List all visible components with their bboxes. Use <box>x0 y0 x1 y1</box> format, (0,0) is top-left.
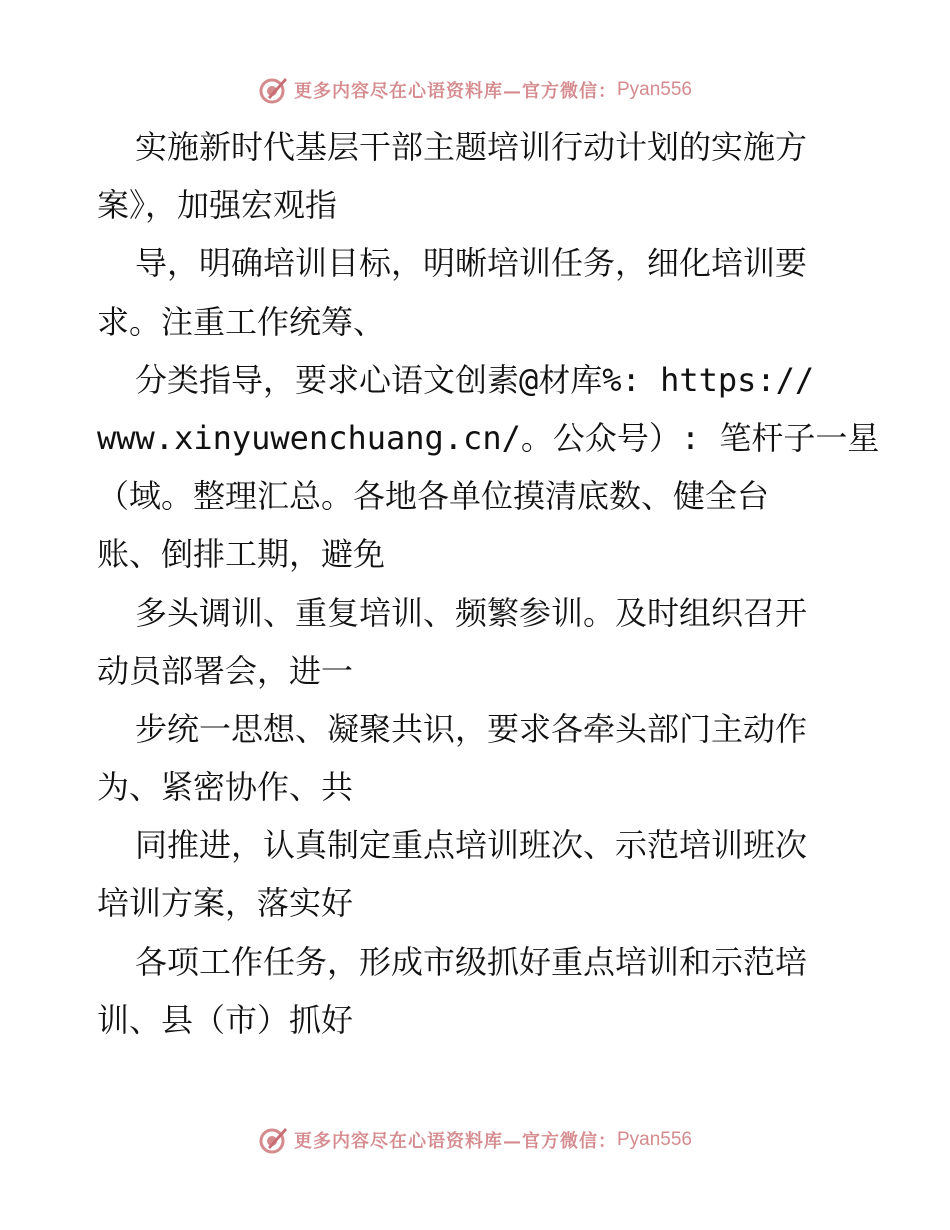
header-wechat-id: Pyan556 <box>616 79 692 100</box>
text-line: 步统一思想、凝聚共识，要求各牵头部门主动作 <box>135 709 808 748</box>
text-line: 分类指导，要求心语文创素@材库%: https:// <box>135 360 815 399</box>
text-line: 导，明确培训目标，明晰培训任务，细化培训要 <box>135 244 808 283</box>
footer-banner-text: 更多内容尽在心语资料库—官方微信： <box>293 1131 617 1152</box>
text-line: 同推进，认真制定重点培训班次、示范培训班次 <box>135 826 808 865</box>
text-line: 为、紧密协作、共 <box>97 768 354 807</box>
body-text <box>97 118 880 1049</box>
text-line: www.xinyuwenchuang.cn/。公众号）: 笔杆子一星 <box>97 418 880 457</box>
text-line: 账、倒排工期，避免 <box>97 535 386 574</box>
text-line: 案》，加强宏观指 <box>97 186 338 225</box>
header-banner-text: 更多内容尽在心语资料库—官方微信： <box>293 81 617 102</box>
footer-wechat-id: Pyan556 <box>616 1129 692 1150</box>
text-line: 动员部署会，进一 <box>97 651 354 690</box>
text-line: 训、县（市）抓好 <box>97 1000 354 1039</box>
text-line: 实施新时代基层干部主题培训行动计划的实施方 <box>135 128 808 166</box>
text-line: 多头调训、重复培训、频繁参训。及时组织召开 <box>135 593 808 632</box>
quill-seal-icon <box>258 75 288 105</box>
text-line: 各项工作任务，形成市级抓好重点培训和示范培 <box>135 942 808 981</box>
header-banner <box>0 72 950 108</box>
text-line: 培训方案，落实好 <box>97 884 354 923</box>
text-line: （域。整理汇总。各地各单位摸清底数、健全台 <box>97 477 770 516</box>
text-line: 求。注重工作统筹、 <box>97 302 386 341</box>
footer-banner <box>0 1122 950 1158</box>
quill-seal-icon <box>258 1125 288 1155</box>
